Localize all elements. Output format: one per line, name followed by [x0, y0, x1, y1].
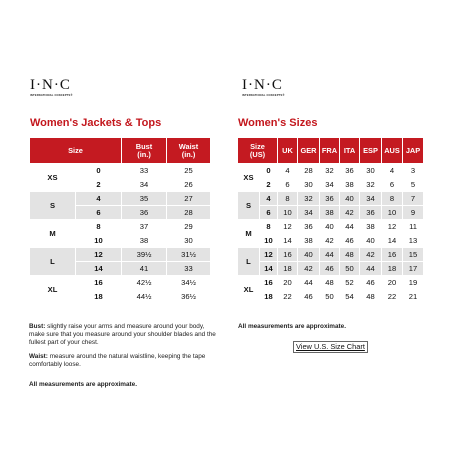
- table-row: [238, 178, 424, 192]
- size-value-cell: 10: [382, 206, 403, 220]
- country-header-fra: FRA: [320, 138, 340, 164]
- size-label-cell: M: [30, 220, 76, 248]
- waist-cell: 34½: [167, 276, 211, 290]
- size-value-cell: 20: [382, 276, 403, 290]
- size-value-cell: 36: [360, 206, 382, 220]
- size-value-cell: 38: [320, 206, 340, 220]
- bust-cell: 41: [122, 262, 167, 276]
- size-value-cell: 40: [340, 192, 360, 206]
- table-row: [238, 206, 424, 220]
- bust-cell: 36: [122, 206, 167, 220]
- size-value-cell: 10: [278, 206, 298, 220]
- us-size-cell: 12: [260, 248, 278, 262]
- size-value-cell: 19: [403, 276, 424, 290]
- size-cell: 14: [76, 262, 122, 276]
- size-cell: 0: [76, 164, 122, 178]
- size-cell: 6: [76, 206, 122, 220]
- waist-header-label: Waist: [178, 141, 199, 151]
- logo-mark: I·N·C: [30, 77, 71, 93]
- size-value-cell: 40: [360, 234, 382, 248]
- us-size-header-label: Size: [250, 141, 265, 151]
- bust-cell: 35: [122, 192, 167, 206]
- bust-note: [29, 323, 219, 348]
- table-row: [30, 220, 211, 234]
- womens-sizes-title: Women's Sizes: [238, 117, 318, 129]
- size-header: Size: [30, 138, 122, 164]
- size-value-cell: 18: [278, 262, 298, 276]
- size-value-cell: 46: [320, 262, 340, 276]
- size-cell: 4: [76, 192, 122, 206]
- size-value-cell: 38: [298, 234, 320, 248]
- table-row: [238, 220, 424, 234]
- us-size-cell: 6: [260, 206, 278, 220]
- size-value-cell: 22: [382, 290, 403, 304]
- waist-cell: 33: [167, 262, 211, 276]
- size-value-cell: 16: [278, 248, 298, 262]
- size-value-cell: 40: [320, 220, 340, 234]
- size-value-cell: 48: [320, 276, 340, 290]
- us-size-cell: 2: [260, 178, 278, 192]
- view-us-size-chart-link[interactable]: View U.S. Size Chart: [293, 341, 368, 353]
- waist-cell: 27: [167, 192, 211, 206]
- size-label-cell: L: [238, 248, 260, 276]
- waist-header: [167, 138, 211, 164]
- size-value-cell: 36: [298, 220, 320, 234]
- bust-cell: 39½: [122, 248, 167, 262]
- size-label-cell: XL: [238, 276, 260, 304]
- us-size-cell: 18: [260, 290, 278, 304]
- table-row: [238, 234, 424, 248]
- us-size-cell: 14: [260, 262, 278, 276]
- waist-cell: 29: [167, 220, 211, 234]
- size-value-cell: 9: [403, 206, 424, 220]
- size-value-cell: 20: [278, 276, 298, 290]
- bust-cell: 37: [122, 220, 167, 234]
- size-label-cell: XL: [30, 276, 76, 304]
- size-value-cell: 16: [382, 248, 403, 262]
- size-value-cell: 22: [278, 290, 298, 304]
- table-row: [238, 164, 424, 178]
- bust-note-text: slightly raise your arms and measure around your body, make sure that you measure around your shoulder blades and the fullest part of your chest.: [29, 323, 216, 347]
- size-value-cell: 7: [403, 192, 424, 206]
- country-header-esp: ESP: [360, 138, 382, 164]
- size-value-cell: 4: [382, 164, 403, 178]
- country-header-uk: UK: [278, 138, 298, 164]
- measurement-notes: [29, 323, 219, 374]
- table-row: [238, 248, 424, 262]
- waist-header-unit: (in.): [181, 149, 196, 159]
- size-value-cell: 54: [340, 290, 360, 304]
- size-label-cell: XS: [238, 164, 260, 192]
- size-value-cell: 42: [298, 262, 320, 276]
- size-value-cell: 48: [340, 248, 360, 262]
- bust-cell: 42½: [122, 276, 167, 290]
- size-value-cell: 18: [382, 262, 403, 276]
- size-value-cell: 3: [403, 164, 424, 178]
- approx-note-left: All measurements are approximate.: [29, 381, 137, 388]
- jackets-title: Women's Jackets & Tops: [30, 117, 162, 129]
- size-value-cell: 28: [298, 164, 320, 178]
- table-row: [30, 276, 211, 290]
- size-value-cell: 50: [340, 262, 360, 276]
- size-value-cell: 8: [382, 192, 403, 206]
- size-value-cell: 38: [340, 178, 360, 192]
- size-value-cell: 15: [403, 248, 424, 262]
- size-value-cell: 34: [320, 178, 340, 192]
- size-value-cell: 44: [298, 276, 320, 290]
- size-cell: 10: [76, 234, 122, 248]
- size-label-cell: M: [238, 220, 260, 248]
- size-value-cell: 44: [320, 248, 340, 262]
- size-value-cell: 13: [403, 234, 424, 248]
- bust-header-label: Bust: [135, 141, 153, 151]
- size-label-cell: S: [238, 192, 260, 220]
- size-value-cell: 48: [360, 290, 382, 304]
- table-row: [238, 276, 424, 290]
- waist-cell: 28: [167, 206, 211, 220]
- size-value-cell: 40: [298, 248, 320, 262]
- size-value-cell: 42: [360, 248, 382, 262]
- size-value-cell: 14: [278, 234, 298, 248]
- jackets-size-table: [29, 137, 211, 304]
- us-size-cell: 0: [260, 164, 278, 178]
- waist-note-term: Waist:: [29, 352, 48, 360]
- us-size-header-unit: (US): [249, 149, 266, 159]
- size-value-cell: 46: [340, 234, 360, 248]
- country-header-ger: GER: [298, 138, 320, 164]
- bust-note-term: Bust:: [29, 323, 46, 330]
- size-value-cell: 21: [403, 290, 424, 304]
- size-value-cell: 14: [382, 234, 403, 248]
- table-row: [238, 290, 424, 304]
- table-row: [238, 192, 424, 206]
- country-header-aus: AUS: [382, 138, 403, 164]
- size-label-cell: L: [30, 248, 76, 276]
- size-value-cell: 6: [278, 178, 298, 192]
- bust-header: [122, 138, 167, 164]
- size-value-cell: 32: [320, 164, 340, 178]
- size-value-cell: 12: [278, 220, 298, 234]
- size-value-cell: 42: [320, 234, 340, 248]
- size-value-cell: 30: [298, 178, 320, 192]
- approx-note-right: All measurements are approximate.: [238, 323, 346, 330]
- size-value-cell: 52: [340, 276, 360, 290]
- size-value-cell: 44: [340, 220, 360, 234]
- size-value-cell: 46: [298, 290, 320, 304]
- size-cell: 12: [76, 248, 122, 262]
- size-value-cell: 32: [298, 192, 320, 206]
- logo-mark: I·N·C: [242, 77, 283, 93]
- country-header-jap: JAP: [403, 138, 424, 164]
- size-label-cell: XS: [30, 164, 76, 192]
- bust-cell: 44½: [122, 290, 167, 304]
- us-size-cell: 16: [260, 276, 278, 290]
- size-value-cell: 4: [278, 164, 298, 178]
- size-value-cell: 42: [340, 206, 360, 220]
- us-size-cell: 10: [260, 234, 278, 248]
- size-value-cell: 5: [403, 178, 424, 192]
- country-header-ita: ITA: [340, 138, 360, 164]
- size-value-cell: 6: [382, 178, 403, 192]
- size-value-cell: 38: [360, 220, 382, 234]
- waist-note: [29, 353, 219, 369]
- bust-cell: 34: [122, 178, 167, 192]
- size-cell: 8: [76, 220, 122, 234]
- table-row: [30, 164, 211, 178]
- bust-header-unit: (in.): [137, 149, 151, 159]
- waist-cell: 31½: [167, 248, 211, 262]
- size-value-cell: 11: [403, 220, 424, 234]
- inc-logo-left: [30, 78, 90, 97]
- size-value-cell: 50: [320, 290, 340, 304]
- bust-cell: 33: [122, 164, 167, 178]
- waist-cell: 36½: [167, 290, 211, 304]
- bust-cell: 38: [122, 234, 167, 248]
- table-row: [30, 248, 211, 262]
- size-value-cell: 34: [298, 206, 320, 220]
- size-label-cell: S: [30, 192, 76, 220]
- size-cell: 18: [76, 290, 122, 304]
- size-value-cell: 46: [360, 276, 382, 290]
- waist-cell: 26: [167, 178, 211, 192]
- table-row: [30, 192, 211, 206]
- size-value-cell: 30: [360, 164, 382, 178]
- waist-note-text: measure around the natural waistline, keeping the tape comfortably loose.: [29, 352, 206, 368]
- size-value-cell: 36: [340, 164, 360, 178]
- size-value-cell: 32: [360, 178, 382, 192]
- size-cell: 2: [76, 178, 122, 192]
- waist-cell: 30: [167, 234, 211, 248]
- us-size-cell: 8: [260, 220, 278, 234]
- us-size-header: [238, 138, 278, 164]
- inc-logo-right: [242, 78, 302, 97]
- us-size-cell: 4: [260, 192, 278, 206]
- size-value-cell: 44: [360, 262, 382, 276]
- logo-subtitle: INTERNATIONAL CONCEPTS®: [242, 94, 285, 97]
- table-row: [238, 262, 424, 276]
- size-value-cell: 36: [320, 192, 340, 206]
- size-value-cell: 12: [382, 220, 403, 234]
- size-value-cell: 34: [360, 192, 382, 206]
- size-cell: 16: [76, 276, 122, 290]
- womens-size-table: [237, 137, 424, 304]
- size-value-cell: 17: [403, 262, 424, 276]
- size-value-cell: 8: [278, 192, 298, 206]
- waist-cell: 25: [167, 164, 211, 178]
- logo-subtitle: INTERNATIONAL CONCEPTS®: [30, 94, 73, 97]
